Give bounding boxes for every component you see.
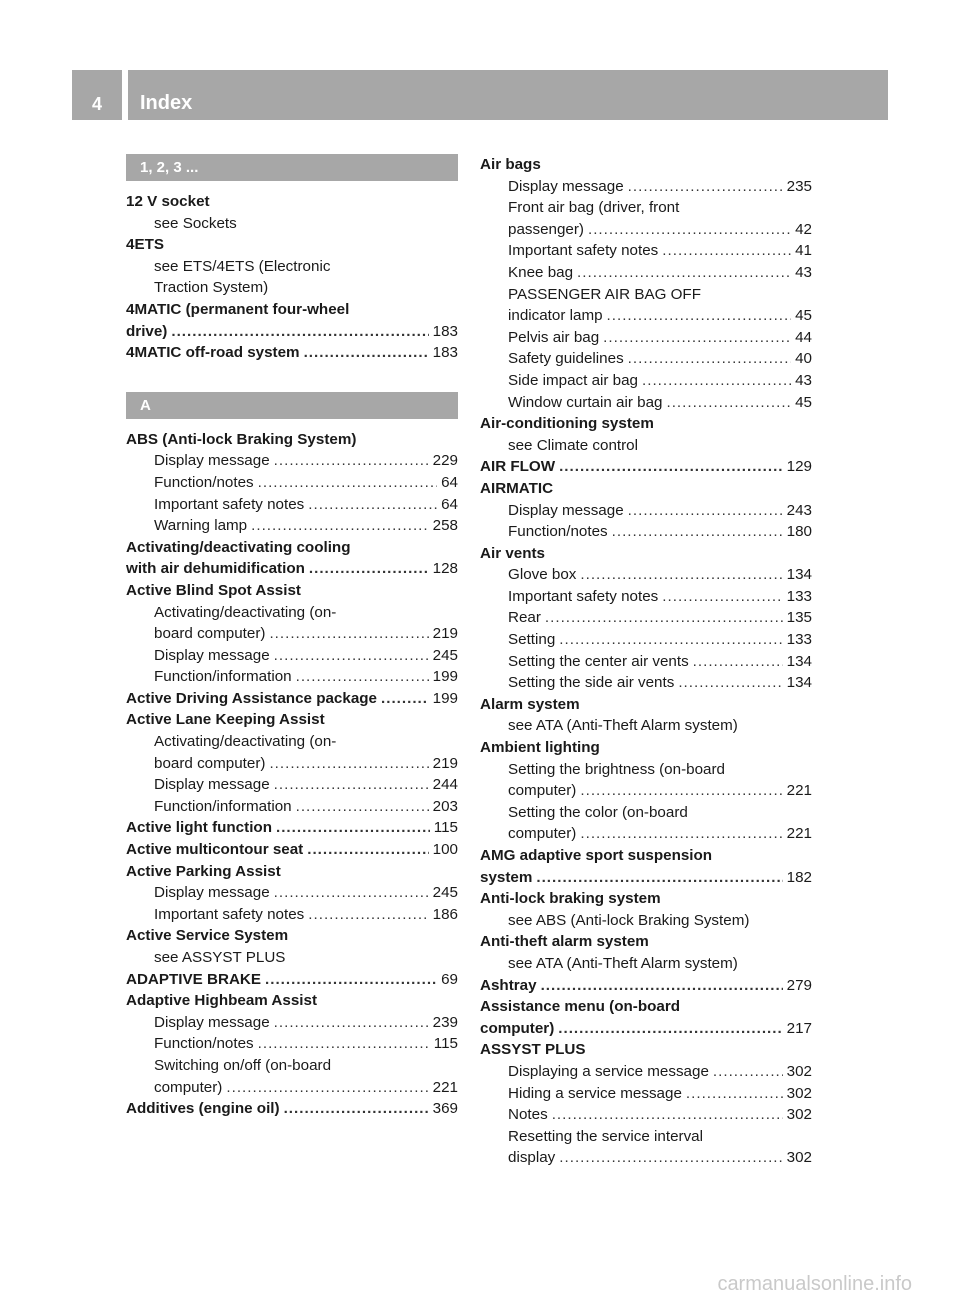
leader-dots — [642, 370, 791, 392]
page-reference[interactable]: 279 — [786, 976, 812, 994]
index-section-header: 1, 2, 3 ... — [126, 154, 458, 181]
leader-dots — [580, 564, 782, 586]
leader-dots — [545, 607, 783, 629]
entry-text: 4MATIC off-road system — [126, 344, 300, 362]
index-entry — [480, 975, 812, 997]
index-subentry — [480, 197, 812, 219]
entry-text: Important safety notes — [508, 587, 659, 605]
page-reference[interactable]: 239 — [432, 1013, 458, 1031]
index-subentry — [126, 602, 458, 624]
header-divider — [122, 70, 128, 120]
index-subentry — [480, 1061, 812, 1083]
leader-dots — [307, 839, 428, 861]
entry-text: Displaying a service message — [508, 1062, 709, 1080]
page-reference[interactable]: 41 — [795, 242, 812, 260]
entry-text: with air dehumidification — [126, 560, 305, 578]
index-subentry — [126, 1033, 458, 1055]
page-reference[interactable]: 219 — [432, 754, 458, 772]
index-subentry — [480, 715, 812, 737]
page-reference[interactable]: 217 — [786, 1019, 812, 1037]
entry-text: computer) — [154, 1078, 223, 1096]
entry-text: Knee bag — [508, 263, 574, 281]
entry-text: Active Driving Assistance package — [126, 689, 377, 707]
entry-text: AIR FLOW — [480, 458, 556, 476]
leader-dots — [269, 753, 428, 775]
entry-text: AIRMATIC — [480, 479, 554, 497]
index-subentry — [126, 1012, 458, 1034]
page-reference[interactable]: 302 — [786, 1062, 812, 1080]
leader-dots — [308, 904, 428, 926]
index-entry — [126, 861, 458, 883]
index-entry — [126, 234, 458, 256]
leader-dots — [693, 651, 783, 673]
index-subentry — [480, 564, 812, 586]
index-entry — [480, 996, 812, 1018]
index-subentry — [480, 284, 812, 306]
leader-dots — [308, 494, 437, 516]
entry-text: Display message — [508, 501, 624, 519]
index-entry — [126, 580, 458, 602]
index-subentry — [480, 672, 812, 694]
index-subentry — [480, 1147, 812, 1169]
entry-text: Switching on/off (on-board — [154, 1056, 332, 1074]
entry-text: Warning lamp — [154, 517, 248, 535]
index-subentry — [480, 780, 812, 802]
index-subentry — [480, 521, 812, 543]
entry-text: passenger) — [508, 220, 584, 238]
entry-text: see ABS (Anti-lock Braking System) — [508, 911, 750, 929]
entry-text: see ASSYST PLUS — [154, 949, 286, 966]
page-reference[interactable]: 43 — [795, 263, 812, 281]
entry-text: Function/information — [154, 797, 292, 815]
entry-text: Display message — [154, 1013, 270, 1031]
index-entry — [480, 543, 812, 565]
leader-dots — [309, 558, 429, 580]
index-subentry — [480, 802, 812, 824]
entry-text: computer) — [508, 782, 577, 800]
page-reference[interactable]: 115 — [433, 1035, 458, 1053]
entry-text: computer) — [508, 825, 577, 843]
entry-text: Important safety notes — [154, 905, 305, 923]
index-column-right — [480, 154, 812, 1169]
index-subentry — [480, 607, 812, 629]
leader-dots — [559, 629, 782, 651]
leader-dots — [265, 969, 437, 991]
entry-text: Active Parking Assist — [126, 862, 281, 880]
index-entry — [480, 478, 812, 500]
entry-text: Alarm system — [480, 695, 580, 713]
entry-text: Air bags — [480, 156, 541, 173]
entry-text: Setting the color (on-board — [508, 803, 688, 821]
index-entry — [126, 709, 458, 731]
index-subentry — [480, 910, 812, 932]
entry-text: board computer) — [154, 754, 266, 772]
page-reference[interactable]: 221 — [432, 1078, 458, 1096]
page-reference[interactable]: 69 — [441, 970, 458, 988]
index-subentry — [480, 305, 812, 327]
page-reference[interactable]: 45 — [795, 307, 812, 325]
entry-text: Front air bag (driver, front — [508, 199, 680, 217]
leader-dots — [628, 176, 783, 198]
entry-text: Side impact air bag — [508, 371, 639, 389]
leader-dots — [559, 1147, 782, 1169]
index-subentry — [126, 277, 458, 299]
index-subentry — [126, 450, 458, 472]
page-reference[interactable]: 199 — [432, 689, 458, 707]
index-subentry — [480, 327, 812, 349]
index-subentry — [480, 823, 812, 845]
entry-text: ABS (Anti-lock Braking System) — [126, 430, 357, 448]
entry-text: 12 V socket — [126, 193, 210, 210]
index-subentry — [126, 623, 458, 645]
index-subentry — [126, 666, 458, 688]
leader-dots — [588, 219, 791, 241]
index-subentry — [480, 651, 812, 673]
entry-text: system — [480, 868, 533, 886]
entry-text: Safety guidelines — [508, 350, 624, 368]
leader-dots — [607, 305, 792, 327]
page-title: Index — [140, 92, 193, 114]
index-entry — [126, 429, 458, 451]
leader-dots — [274, 645, 429, 667]
leader-dots — [628, 348, 791, 370]
entry-text: Setting the side air vents — [508, 674, 675, 692]
entry-text: Setting the brightness (on-board — [508, 760, 725, 778]
leader-dots — [628, 500, 783, 522]
entry-text: see ATA (Anti-Theft Alarm system) — [508, 954, 738, 972]
index-entry — [126, 537, 458, 559]
entry-text: Display message — [154, 884, 270, 902]
entry-text: Active Lane Keeping Assist — [126, 711, 325, 729]
leader-dots — [276, 817, 430, 839]
page-reference[interactable]: 186 — [432, 905, 458, 923]
page-reference[interactable]: 133 — [786, 587, 812, 605]
index-entry — [480, 413, 812, 435]
leader-dots — [171, 321, 428, 343]
index-subentry — [480, 262, 812, 284]
entry-text: ADAPTIVE BRAKE — [126, 970, 262, 988]
index-entry — [480, 1018, 812, 1040]
entry-text: Activating/deactivating (on- — [154, 733, 337, 751]
entry-text: AMG adaptive sport suspension — [480, 847, 713, 864]
index-entry — [126, 321, 458, 343]
leader-dots — [612, 521, 783, 543]
page-reference[interactable]: 133 — [786, 631, 812, 649]
index-entry — [480, 845, 812, 867]
page-reference[interactable]: 128 — [432, 560, 458, 578]
index-section-header: A — [126, 392, 458, 419]
leader-dots — [274, 450, 429, 472]
entry-text: Function/notes — [154, 473, 254, 491]
index-subentry — [126, 753, 458, 775]
leader-dots — [274, 1012, 429, 1034]
page-header — [72, 70, 888, 120]
leader-dots — [274, 882, 429, 904]
leader-dots — [558, 1018, 782, 1040]
entry-text: see ATA (Anti-Theft Alarm system) — [508, 717, 738, 735]
index-subentry — [126, 796, 458, 818]
entry-text: Glove box — [508, 566, 577, 584]
entry-text: Display message — [154, 452, 270, 470]
index-entry — [126, 191, 458, 213]
page-reference[interactable]: 115 — [433, 819, 458, 837]
index-entry — [480, 1039, 812, 1061]
leader-dots — [296, 666, 429, 688]
index-subentry — [480, 435, 812, 457]
page-reference[interactable]: 302 — [786, 1106, 812, 1124]
index-subentry — [480, 176, 812, 198]
entry-text: Active multicontour seat — [126, 841, 304, 859]
entry-text: Additives (engine oil) — [126, 1100, 280, 1118]
entry-text: 4ETS — [126, 236, 164, 254]
page-reference[interactable]: 100 — [432, 841, 458, 859]
page-reference[interactable]: 183 — [432, 322, 458, 340]
index-subentry — [126, 515, 458, 537]
entry-text: Display message — [508, 177, 624, 195]
index-subentry — [480, 953, 812, 975]
entry-text: Air-conditioning system — [480, 415, 654, 433]
page-reference[interactable]: 44 — [795, 328, 812, 346]
index-entry — [126, 299, 458, 321]
page-reference[interactable]: 203 — [432, 797, 458, 815]
leader-dots — [226, 1077, 428, 1099]
index-entry — [480, 456, 812, 478]
page-reference[interactable]: 183 — [432, 344, 458, 362]
entry-text: see Climate control — [508, 436, 638, 454]
entry-text: see ETS/4ETS (Electronic — [154, 257, 331, 275]
leader-dots — [678, 672, 782, 694]
index-entry — [480, 154, 812, 176]
leader-dots — [269, 623, 428, 645]
leader-dots — [603, 327, 791, 349]
index-entry — [480, 694, 812, 716]
leader-dots — [381, 688, 429, 710]
page-reference[interactable]: 45 — [795, 393, 812, 411]
index-entry — [126, 688, 458, 710]
index-subentry — [480, 1104, 812, 1126]
index-subentry — [480, 370, 812, 392]
leader-dots — [296, 796, 429, 818]
leader-dots — [577, 262, 791, 284]
leader-dots — [662, 240, 791, 262]
leader-dots — [258, 472, 437, 494]
entry-text: Air vents — [480, 544, 545, 562]
leader-dots — [580, 823, 782, 845]
index-subentry — [126, 256, 458, 278]
index-subentry — [480, 759, 812, 781]
index-entry — [126, 558, 458, 580]
index-subentry — [126, 947, 458, 969]
entry-text: computer) — [480, 1019, 555, 1037]
leader-dots — [541, 975, 783, 997]
page-reference[interactable]: 182 — [786, 868, 812, 886]
index-subentry — [126, 645, 458, 667]
leader-dots — [536, 867, 782, 889]
page-reference[interactable]: 302 — [786, 1084, 812, 1102]
page-reference[interactable]: 134 — [786, 566, 812, 584]
index-entry — [126, 969, 458, 991]
page-reference[interactable]: 64 — [441, 495, 458, 513]
entry-text: Setting the center air vents — [508, 652, 689, 670]
index-subentry — [126, 774, 458, 796]
index-entry — [480, 888, 812, 910]
entry-text: Anti-theft alarm system — [480, 933, 649, 951]
index-subentry — [480, 586, 812, 608]
leader-dots — [251, 515, 429, 537]
index-entry — [126, 342, 458, 364]
page-reference[interactable]: 244 — [432, 776, 458, 794]
watermark: carmanualsonline.info — [717, 1273, 912, 1295]
entry-text: Function/notes — [508, 523, 608, 541]
entry-text: 4MATIC (permanent four-wheel — [126, 300, 350, 318]
leader-dots — [713, 1061, 783, 1083]
index-subentry — [480, 348, 812, 370]
index-subentry — [126, 1055, 458, 1077]
entry-text: display — [508, 1149, 556, 1167]
leader-dots — [580, 780, 782, 802]
entry-text: ASSYST PLUS — [480, 1041, 586, 1059]
entry-text: drive) — [126, 322, 168, 340]
entry-text: Pelvis air bag — [508, 328, 600, 346]
index-subentry — [480, 219, 812, 241]
index-subentry — [480, 629, 812, 651]
page-reference[interactable]: 135 — [786, 609, 812, 627]
index-subentry — [126, 904, 458, 926]
index-entry — [126, 1098, 458, 1120]
entry-text: Resetting the service interval — [508, 1127, 703, 1145]
page-reference[interactable]: 43 — [795, 371, 812, 389]
entry-text: Window curtain air bag — [508, 393, 663, 411]
page-reference[interactable]: 129 — [786, 458, 812, 476]
index-subentry — [126, 213, 458, 235]
entry-text: Active light function — [126, 819, 272, 837]
entry-text: Function/notes — [154, 1035, 254, 1053]
entry-text: PASSENGER AIR BAG OFF — [508, 285, 701, 303]
index-subentry — [126, 882, 458, 904]
leader-dots — [274, 774, 429, 796]
section-spacer — [126, 364, 458, 392]
page-reference[interactable]: 199 — [432, 668, 458, 686]
index-entry — [480, 737, 812, 759]
page-reference[interactable]: 134 — [786, 652, 812, 670]
entry-text: Active Service System — [126, 927, 289, 945]
index-column-left — [126, 154, 458, 1120]
index-entry — [126, 817, 458, 839]
index-entry — [126, 839, 458, 861]
index-subentry — [480, 1126, 812, 1148]
leader-dots — [304, 342, 429, 364]
entry-text: board computer) — [154, 625, 266, 643]
entry-text: Setting — [508, 631, 556, 649]
leader-dots — [552, 1104, 783, 1126]
index-subentry — [126, 494, 458, 516]
page-reference[interactable]: 40 — [795, 350, 812, 368]
entry-text: Anti-lock braking system — [480, 890, 661, 908]
page-number: 4 — [91, 94, 102, 114]
page-reference[interactable]: 245 — [432, 884, 458, 902]
entry-text: Hiding a service message — [508, 1084, 682, 1102]
entry-text: Display message — [154, 646, 270, 664]
leader-dots — [686, 1083, 783, 1105]
page-reference[interactable]: 235 — [786, 177, 812, 195]
page-reference[interactable]: 42 — [795, 220, 812, 238]
index-subentry — [480, 240, 812, 262]
page-reference[interactable]: 221 — [786, 825, 812, 843]
entry-text: see Sockets — [154, 214, 237, 232]
index-subentry — [480, 500, 812, 522]
page-reference[interactable]: 245 — [432, 646, 458, 664]
leader-dots — [284, 1098, 429, 1120]
page-reference[interactable]: 180 — [786, 523, 812, 541]
index-subentry — [480, 392, 812, 414]
entry-text: Important safety notes — [508, 242, 659, 260]
index-subentry — [126, 1077, 458, 1099]
page-reference[interactable]: 258 — [432, 517, 458, 535]
leader-dots — [666, 392, 791, 414]
leader-dots — [662, 586, 782, 608]
page-reference[interactable]: 219 — [432, 625, 458, 643]
entry-text: Function/information — [154, 668, 292, 686]
entry-text: Adaptive Highbeam Assist — [126, 992, 318, 1010]
page-reference[interactable]: 243 — [786, 501, 812, 519]
page-reference[interactable]: 229 — [432, 452, 458, 470]
entry-text: Notes — [508, 1106, 548, 1124]
entry-text: Activating/deactivating (on- — [154, 603, 337, 621]
index-entry — [126, 925, 458, 947]
index-entry — [480, 867, 812, 889]
leader-dots — [559, 456, 783, 478]
page-reference[interactable]: 221 — [786, 782, 812, 800]
entry-text: Assistance menu (on-board — [480, 998, 681, 1016]
index-entry — [480, 931, 812, 953]
page-reference[interactable]: 64 — [441, 473, 458, 491]
leader-dots — [258, 1033, 430, 1055]
page-reference[interactable]: 302 — [786, 1149, 812, 1167]
entry-text: indicator lamp — [508, 307, 603, 325]
entry-text: Activating/deactivating cooling — [126, 538, 351, 556]
entry-text: Important safety notes — [154, 495, 305, 513]
index-subentry — [126, 731, 458, 753]
entry-text: Traction System) — [154, 279, 269, 297]
entry-text: Display message — [154, 776, 270, 794]
index-subentry — [126, 472, 458, 494]
entry-text: Ambient lighting — [480, 739, 600, 757]
entry-text: Ashtray — [480, 976, 537, 994]
entry-text: Active Blind Spot Assist — [126, 581, 301, 599]
index-entry — [126, 990, 458, 1012]
entry-text: Rear — [508, 609, 541, 627]
page-reference[interactable]: 369 — [432, 1100, 458, 1118]
page-reference[interactable]: 134 — [786, 674, 812, 692]
index-subentry — [480, 1083, 812, 1105]
